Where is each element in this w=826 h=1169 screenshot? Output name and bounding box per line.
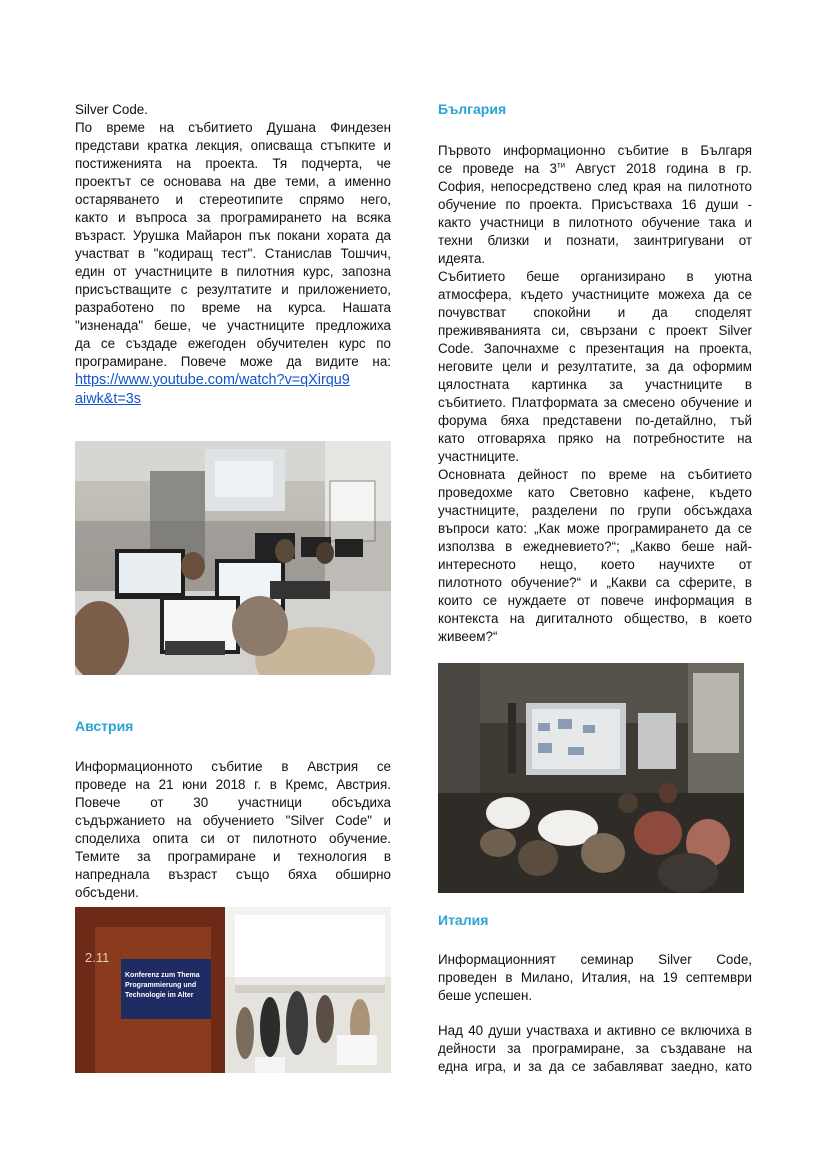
- text-line: атмосфера, където участниците можеха да се: [438, 287, 752, 302]
- text-line: събитието. Платформата за смесено обучение и: [438, 395, 752, 410]
- classroom-photo: [75, 441, 391, 675]
- text-line: напреднала възраст също бяха обширно: [75, 867, 391, 882]
- text-line: една игра, и за да се забавляват заедно, като: [438, 1059, 752, 1074]
- text-line: проведохме като Световно кафене, където: [438, 485, 752, 500]
- text-line: въпроси като: „Как може програмирането да се: [438, 521, 752, 536]
- bulgaria-heading: България: [438, 101, 507, 117]
- text-line: както и въпроса за програмирането на всяка: [75, 210, 391, 225]
- text-line: Повече от 30 участници обсъдиха: [75, 795, 391, 810]
- text-line: участниците.: [438, 449, 520, 464]
- text-line: участниците, разделени по групи обсъждаха: [438, 503, 752, 518]
- banner-line: Konferenz zum Thema: [125, 972, 200, 979]
- text-line: проектът се основава на две теми, а именно: [75, 174, 391, 189]
- text-line: един от участниците в пилотния курс, запозна: [75, 264, 391, 279]
- text-line: дейности за програмиране, за създаване на: [438, 1041, 752, 1056]
- text-line: пилотното обучение?“ и „Какви са сферите, в: [438, 575, 752, 590]
- banner-line: Technologie im Alter: [125, 992, 194, 999]
- text-line: Над 40 души участваха и активно се включиха в: [438, 1023, 752, 1038]
- text-line: интересното нещо, което научихте от: [438, 557, 752, 572]
- text-line: като отговаряха пряко на потребностите на: [438, 431, 752, 446]
- text-line: Информационното събитие в Австрия се: [75, 759, 391, 774]
- text-line: съдържанието на обучението "Silver Code" и: [75, 813, 391, 828]
- text-line: По време на събитието Душана Финдезен: [75, 120, 391, 135]
- text-line: разработено по време на курса. Нашата: [75, 300, 391, 315]
- text-line: "изненада" беше, че участниците предложиха: [75, 318, 391, 333]
- text-line: използва в ежедневието?“; „Какво беше най-: [438, 539, 752, 554]
- text-line: присъстващите с резултатите и приложението,: [75, 282, 391, 297]
- bulgaria-paragraph-1: [438, 142, 752, 646]
- text-line: Silver Code.: [75, 102, 148, 117]
- banner-line: Programmierung und: [125, 982, 197, 989]
- text-line: Информационният семинар Silver Code,: [438, 952, 752, 967]
- text-line: обучение по проекта. Присъстваха 16 души -: [438, 197, 752, 212]
- sofia-event-photo: [438, 663, 744, 893]
- italy-paragraph-1: [438, 951, 752, 1005]
- text-line: възраст. Урушка Майарон пък покани хората да: [75, 228, 391, 243]
- austria-heading: Австрия: [75, 718, 134, 734]
- text-line: беше успешен.: [438, 988, 533, 1003]
- text-part: се проведе на 3: [438, 161, 557, 176]
- text-line: Събитието беше организирано в уютна: [438, 269, 752, 284]
- text-line: които се нуждаете от повече информация в: [438, 593, 752, 608]
- text-line: Темите за програмиране и технология в: [75, 849, 391, 864]
- text-line: остаряването и стереотипите спрямо него,: [75, 192, 391, 207]
- italy-paragraph-2: [438, 1022, 752, 1076]
- text-line: почувстват спокойни и да споделят: [438, 305, 752, 320]
- text-line: обсъдени.: [75, 885, 139, 900]
- text-line: живеем?“: [438, 629, 498, 644]
- text-line: участват в "кодиращ тест". Станислав Тошчич,: [75, 246, 391, 261]
- text-line: техни близки и познати, заинтригувани от: [438, 233, 752, 248]
- conference-photo: [75, 907, 391, 1073]
- text-line: Първото информационно събитие в Българя: [438, 143, 752, 158]
- room-number-text: 2.11: [85, 950, 110, 965]
- youtube-link-cont[interactable]: aiwk&t=3s: [75, 391, 141, 407]
- text-line: да се създаде ежегоден обучителен курс по: [75, 336, 391, 351]
- text-line: споделиха опита си от пилотното обучение.: [75, 831, 391, 846]
- text-line: както участници в пилотното обучение така и: [438, 215, 752, 230]
- text-line: представи кратка лекция, описваща стъпките и: [75, 138, 391, 153]
- text-line: Основната дейност по време на събитието: [438, 467, 752, 482]
- text-line-with-sup: [438, 160, 752, 178]
- text-line: Code. Започнахме с презентация на проекта,: [438, 341, 752, 356]
- text-line: контекста на дигиталното общество, в което: [438, 611, 752, 626]
- text-line: преживяванията си, свързани с проект Silver: [438, 323, 752, 338]
- text-line: постиженията на проекта. Тя подчерта, че: [75, 156, 391, 171]
- text-part: Август 2018 година в гр.: [565, 161, 752, 176]
- slovenia-paragraph: [75, 101, 391, 409]
- text-line: идеята.: [438, 251, 486, 266]
- text-line: София, непосредствено след края на пилотното: [438, 179, 752, 194]
- text-line: програмиране. Повече може да видите на:: [75, 354, 391, 369]
- austria-paragraph: [75, 758, 391, 902]
- text-line: цялостната картинка за участниците в: [438, 377, 752, 392]
- text-line: неговите цели и резултатите, за да оформим: [438, 359, 752, 374]
- superscript: ти: [557, 160, 566, 170]
- text-line: форума бяха представени по-детайлно, тъй: [438, 413, 752, 428]
- youtube-link[interactable]: https://www.youtube.com/watch?v=qXirqu9: [75, 372, 350, 388]
- italy-heading: Италия: [438, 912, 489, 928]
- text-line: проведен в Милано, Италия, на 19 септември: [438, 970, 752, 985]
- text-line: проведе на 21 юни 2018 г. в Кремс, Австрия.: [75, 777, 391, 792]
